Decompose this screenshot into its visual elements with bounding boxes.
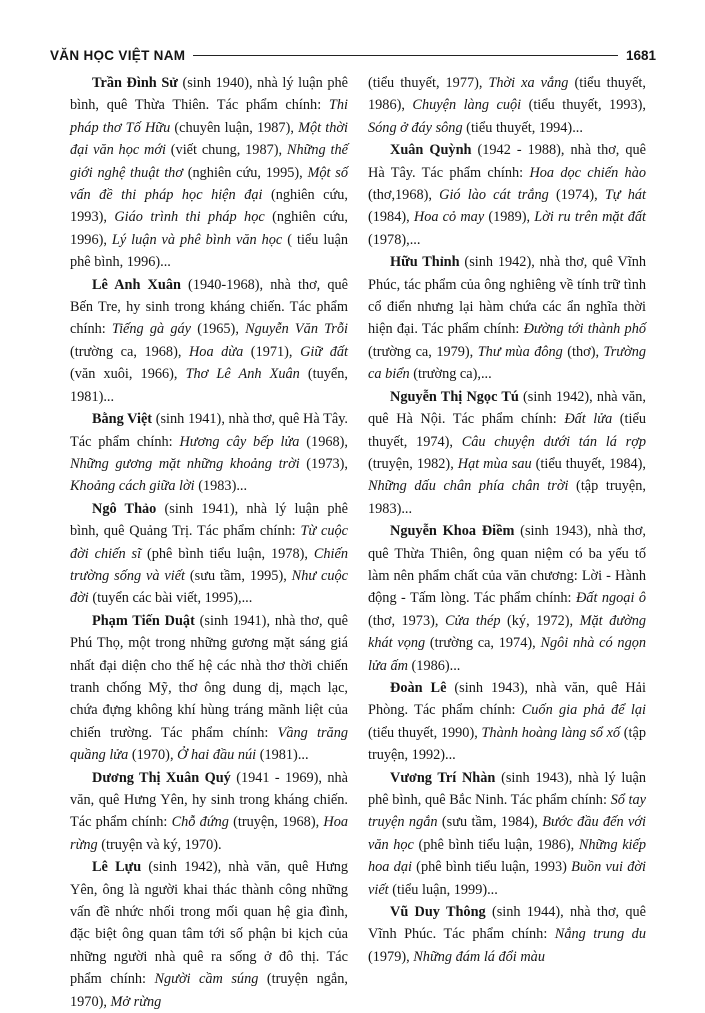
biography-entry (70, 767, 348, 857)
entry-text: (1971), (243, 343, 301, 360)
biography-entry (368, 386, 646, 520)
work-title: Nắng trung du (554, 926, 646, 943)
entry-text: (tiểu thuyết, 1993), (521, 97, 646, 114)
entry-text: (1965), (191, 321, 246, 338)
entry-text: (nghiên cứu, 1993), (70, 187, 348, 226)
biography-entry (368, 139, 646, 251)
entry-text: (phê bình tiểu luận, 1986), (413, 836, 579, 853)
work-title: Lý luận và phê bình văn học (111, 231, 283, 248)
entry-text: (1986)... (407, 657, 461, 674)
work-title: Một thời đại văn học mới (70, 119, 348, 159)
work-title: Giữ đất (300, 343, 348, 360)
work-title: Trường ca biển (368, 343, 646, 383)
biography-entry (368, 901, 646, 968)
entry-text: (sinh 1943), nhà thơ, quê Thừa Thiên, ông quan niệm có ba yếu tố làm nên phẩm chất của văn chương: Lời - Hành động - Tấm lòng. Tác phẩm chính: (368, 523, 646, 607)
work-title: Chỗ đứng (171, 814, 229, 831)
work-title: Một số vấn đề thi pháp học hiện đại (70, 164, 348, 204)
work-title: Hoa dừa (188, 343, 244, 360)
entry-text: ( tiểu luận phê bình, 1996)... (70, 231, 348, 271)
entry-text: (1989), (484, 209, 535, 226)
author-name: Dương Thị Xuân Quý (92, 769, 231, 786)
author-name: Lê Lựu (92, 859, 142, 876)
biography-entry (70, 72, 348, 274)
entry-text: (truyện ngắn, 1970), (70, 971, 348, 1010)
author-name: Hữu Thỉnh (390, 254, 460, 271)
work-title: Bước đầu đến với văn học (368, 814, 646, 853)
work-title: Sóng ở đáy sông (368, 119, 463, 136)
biography-entry (70, 610, 348, 767)
biography-entry (70, 856, 348, 1013)
work-title: Người cầm súng (154, 971, 259, 988)
work-title: Thi pháp thơ Tố Hữu (70, 97, 348, 136)
entry-text: (1984), (368, 209, 414, 226)
entry-text: (sinh 1944), nhà thơ, quê Vĩnh Phúc. Tác phẩm chính: (368, 904, 647, 943)
entry-text: (nghiên cứu, 1995), (182, 164, 308, 181)
entry-text: (tiểu thuyết, 1974), (368, 411, 646, 450)
entry-text: (tuyển, 1981)... (70, 366, 348, 405)
entry-text: (tiểu thuyết, 1990), (368, 724, 482, 741)
work-title: Đất ngoại ô (575, 590, 646, 607)
entry-text: (truyện và ký, 1970). (97, 836, 222, 853)
entry-text: (sưu tầm, 1984), (437, 814, 543, 831)
work-title: Thời xa vắng (488, 75, 569, 91)
work-title: Hoa dọc chiến hào (529, 164, 646, 181)
entry-text: (tập truyện, 1983)... (368, 478, 646, 517)
entry-text: (sinh 1940), nhà lý luận phê bình, quê Thừa Thiên. Tác phẩm chính: (70, 75, 348, 114)
entry-text: (1942 - 1988), nhà thơ, quê Hà Tây. Tác phẩm chính: (368, 142, 647, 181)
entry-text: (tiểu thuyết, 1977), (368, 75, 489, 91)
work-title: Như cuộc đời (70, 567, 348, 607)
section-title: VĂN HỌC VIỆT NAM (50, 47, 186, 63)
work-title: Nguyễn Văn Trỗi (245, 321, 348, 338)
entry-text: (truyện, 1968), (228, 814, 324, 831)
work-title: Hoa cỏ may (413, 209, 485, 226)
entry-text: (trường ca, 1974), (425, 635, 541, 652)
entry-text: (thơ, 1973), (368, 612, 445, 629)
running-header (50, 44, 656, 66)
entry-text: (1970), (128, 747, 178, 764)
author-name: Nguyễn Thị Ngọc Tú (390, 388, 519, 405)
work-title: Những thế giới nghệ thuật thơ (70, 142, 348, 181)
entry-text: (tiểu luận, 1999)... (388, 881, 498, 898)
entry-text: (1981)... (256, 747, 309, 764)
work-title: Những kiếp hoa dại (368, 836, 647, 876)
entry-text: (sinh 1941), nhà thơ, quê Hà Tây. Tác phẩm chính: (70, 411, 348, 450)
header-rule (193, 55, 618, 56)
work-title: Tiếng gà gáy (111, 321, 192, 338)
entry-text: (sinh 1941), nhà lý luận phê bình, quê Quảng Trị. Tác phẩm chính: (70, 500, 348, 540)
work-title: Hoa rừng (70, 814, 349, 853)
work-title: Thành hoàng làng sổ xố (481, 724, 621, 741)
work-title: Hương cây bếp lửa (179, 433, 300, 450)
work-title: Mở rừng (110, 993, 162, 1010)
work-title: Thơ Lê Anh Xuân (185, 366, 300, 383)
author-name: Xuân Quỳnh (390, 142, 472, 159)
entry-text: (thơ), (562, 343, 604, 360)
entry-text: (phê bình tiểu luận, 1993) (411, 859, 572, 876)
biography-entry (70, 498, 348, 610)
entry-text: (viết chung, 1987), (165, 142, 287, 159)
entry-text: (chuyên luận, 1987), (170, 119, 299, 136)
entry-text: (truyện, 1982), (368, 455, 458, 472)
biography-entry (368, 520, 646, 677)
work-title: Mặt đường khát vọng (368, 612, 646, 652)
continued-entry (368, 72, 646, 139)
author-name: Lê Anh Xuân (92, 276, 181, 293)
entry-text: (trường ca, 1979), (368, 343, 478, 360)
entry-text: (tiểu thuyết, 1994)... (462, 119, 583, 136)
entry-text: (sinh 1942), nhà văn, quê Hà Nội. Tác phẩm chính: (368, 388, 646, 428)
entry-text: (sinh 1942), nhà thơ, quê Vĩnh Phúc, tác phẩm của ông nghiêng về tính trữ tình cổ điển nhưng lại hàm chứa các ẩn nghĩa thời hiện đại. Tác phẩm chính: (368, 254, 646, 338)
entry-text: (1983)... (194, 478, 248, 495)
biography-entry (368, 677, 646, 767)
entry-text: (thơ,1968), (368, 187, 440, 204)
work-title: Cuốn gia phả để lại (521, 702, 646, 719)
entry-text: (1940-1968), nhà thơ, quê Bến Tre, hy sinh trong kháng chiến. Tác phẩm chính: (70, 276, 348, 338)
entry-text: (phê bình tiểu luận, 1978), (141, 545, 314, 562)
author-name: Vương Trí Nhàn (390, 769, 496, 786)
entry-text: (1973), (299, 455, 348, 472)
entry-text: (1941 - 1969), nhà văn, quê Hưng Yên, hy sinh trong kháng chiến. Tác phẩm chính: (70, 769, 348, 831)
entry-text: (tiểu thuyết, 1984), (531, 455, 647, 472)
work-title: Gió lào cát trắng (439, 187, 549, 204)
entry-text: (sinh 1941), nhà thơ, quê Phú Thọ, một trong những gương mặt sáng giá nhất đại diện cho thế hệ các nhà thơ thời chiến tranh chống Mỹ, thơ ông dung dị, mạch lạc, chứa đựng không khí hùng tráng mãnh liệt của chiến trường. Tác phẩm chính: (70, 612, 348, 741)
biography-entry (368, 251, 646, 385)
work-title: Lời ru trên mặt đất (534, 209, 646, 226)
author-name: Bằng Việt (92, 411, 153, 428)
entry-text: (ký, 1972), (500, 612, 580, 629)
entry-text: (sưu tầm, 1995), (185, 567, 292, 584)
work-title: Ở hai đầu núi (177, 747, 257, 764)
work-title: Vầng trăng quầng lửa (70, 724, 348, 764)
work-title: Giáo trình thi pháp học (114, 209, 265, 226)
entry-text: (1968), (299, 433, 348, 450)
page-number: 1681 (625, 47, 656, 63)
work-title: Những gương mặt những khoảng trời (70, 455, 300, 472)
work-title: Từ cuộc đời chiến sĩ (70, 523, 348, 562)
entry-text: (sinh 1943), nhà lý luận phê bình, quê Bắc Ninh. Tác phẩm chính: (368, 769, 646, 808)
author-name: Đoàn Lê (390, 679, 447, 696)
entry-text: (văn xuôi, 1966), (70, 366, 186, 383)
entry-text: (trường ca),... (409, 366, 492, 383)
work-title: Chuyện làng cuội (412, 97, 522, 114)
biography-entry (368, 767, 646, 901)
left-column (70, 72, 348, 1013)
biography-entry (70, 274, 348, 408)
author-name: Phạm Tiến Duật (92, 612, 195, 629)
work-title: Đường tới thành phố (523, 321, 646, 338)
entry-text: (trường ca, 1968), (70, 343, 189, 360)
entry-text: (tiểu thuyết, 1986), (368, 75, 646, 114)
entry-text: (nghiên cứu, 1996), (70, 209, 349, 248)
work-title: Sổ tay truyện ngắn (368, 792, 646, 831)
work-title: Thư mùa đông (477, 343, 563, 360)
entry-text: (tập truyện, 1992)... (368, 724, 646, 764)
work-title: Khoảng cách giữa lời (70, 478, 195, 495)
entry-text: (1979), (368, 948, 414, 965)
work-title: Những dấu chân phía chân trời (368, 478, 569, 495)
work-title: Ngôi nhà có ngọn lửa ấm (368, 635, 647, 674)
work-title: Cửa thép (444, 612, 501, 629)
biography-entry (70, 408, 348, 498)
work-title: Hạt mùa sau (457, 455, 532, 472)
work-title: Những đám lá đổi màu (413, 948, 545, 965)
entry-text: (1978),... (368, 231, 421, 248)
entry-text: (sinh 1943), nhà văn, quê Hải Phòng. Tác phẩm chính: (368, 679, 646, 719)
author-name: Ngô Thảo (92, 500, 157, 517)
author-name: Vũ Duy Thông (390, 904, 486, 921)
work-title: Buồn vui đời viết (368, 859, 646, 898)
author-name: Trần Đình Sử (92, 75, 178, 91)
work-title: Chiến trường sống và viết (70, 545, 348, 584)
work-title: Đất lửa (564, 411, 613, 428)
work-title: Câu chuyện dưới tán lá rợp (461, 433, 646, 450)
entry-text: (sinh 1942), nhà văn, quê Hưng Yên, ông là người khai thác thành công những vấn đề nhức nhối trong mối quan hệ gia đình, đặc biệt ông quan tâm tới số phận bi kịch của những người nhà quê ra sống ở đô thị. Tác phẩm chính: (70, 859, 348, 988)
entry-text: (tuyển các bài viết, 1995),... (88, 590, 253, 607)
right-column (368, 72, 646, 968)
author-name: Nguyễn Khoa Điềm (390, 523, 515, 540)
work-title: Tự hát (604, 187, 647, 204)
entry-text: (1974), (548, 187, 605, 204)
